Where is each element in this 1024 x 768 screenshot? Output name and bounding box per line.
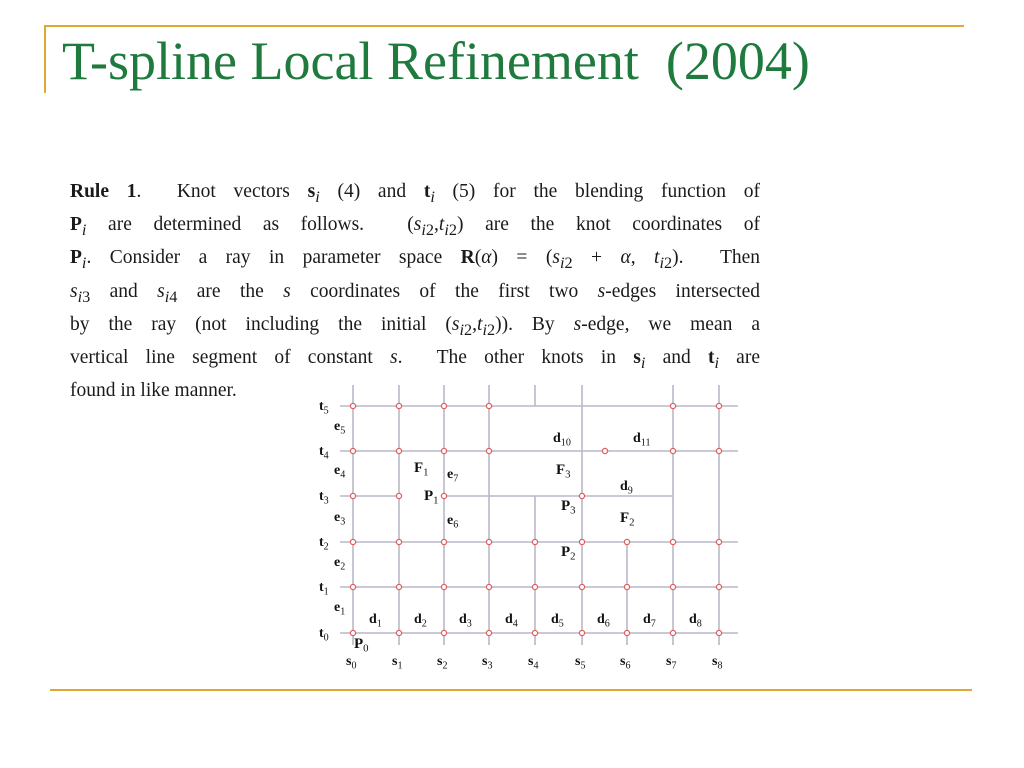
knot-node: [532, 630, 537, 635]
knot-node: [716, 584, 721, 589]
label-s3: $s_3$: [482, 654, 493, 672]
label-e3: $e_3$: [334, 510, 346, 528]
rule-line-3: $P_i$. Consider a ray in parameter space $R(\alpha) = (s_{i2} + \alpha$, $t_{i2}$). Then: [70, 247, 761, 273]
label-F3: $F_3$: [556, 462, 571, 481]
knot-node: [716, 403, 721, 408]
label-d5: $d_5$: [551, 612, 564, 630]
label-P2: $P_2$: [561, 544, 576, 563]
label-d6: $d_6$: [597, 612, 610, 630]
knot-node: [624, 539, 629, 544]
knot-node: [579, 630, 584, 635]
label-d2: $d_2$: [414, 612, 427, 630]
label-s7: $s_7$: [666, 654, 677, 672]
label-d4: $d_4$: [505, 612, 518, 630]
knot-node: [624, 584, 629, 589]
knot-node: [350, 403, 355, 408]
knot-node: [670, 630, 675, 635]
knot-node: [396, 403, 401, 408]
label-e7: $e_7$: [447, 467, 459, 485]
rule-line-1: Rule 1. Knot vectors $s_i$ (4) and $t_i$ (5) for the blending function of: [70, 181, 760, 206]
knot-node: [441, 493, 446, 498]
label-s1: $s_1$: [392, 654, 403, 672]
knot-node: [441, 403, 446, 408]
knot-node: [579, 493, 584, 498]
knot-node: [396, 493, 401, 498]
label-t0: $t_0$: [319, 626, 329, 644]
rule-line-6: vertical line segment of constant s. The other knots in $s_i$ and $t_i$ are: [70, 346, 760, 372]
label-s2: $s_2$: [437, 654, 448, 672]
knot-node: [670, 448, 675, 453]
label-d8: $d_8$: [689, 612, 702, 630]
label-s6: $s_6$: [620, 654, 631, 672]
knot-node: [602, 448, 607, 453]
knot-node: [396, 584, 401, 589]
knot-node: [396, 448, 401, 453]
label-e2: $e_2$: [334, 555, 346, 573]
knot-node: [441, 584, 446, 589]
knot-node: [670, 584, 675, 589]
label-d11: $d_{11}$: [633, 431, 651, 449]
knot-node: [716, 539, 721, 544]
knot-node: [441, 630, 446, 635]
label-d9: $d_9$: [620, 479, 633, 497]
knot-node: [350, 539, 355, 544]
knot-node: [716, 630, 721, 635]
knot-node: [486, 448, 491, 453]
knot-node: [441, 539, 446, 544]
label-e4: $e_4$: [334, 463, 346, 481]
knot-node: [579, 539, 584, 544]
knot-node: [350, 448, 355, 453]
label-t2: $t_2$: [319, 535, 329, 553]
knot-node: [396, 539, 401, 544]
label-e6: $e_6$: [447, 513, 459, 531]
knot-node: [486, 584, 491, 589]
knot-node: [624, 630, 629, 635]
label-d1: $d_1$: [369, 612, 382, 630]
knot-node: [716, 448, 721, 453]
label-s5: $s_5$: [575, 654, 586, 672]
label-s8: $s_8$: [712, 654, 723, 672]
knot-node: [670, 539, 675, 544]
label-d3: $d_3$: [459, 612, 472, 630]
slide-title: T-spline Local Refinement (2004): [62, 31, 810, 91]
label-e1: $e_1$: [334, 600, 346, 618]
knot-node: [441, 448, 446, 453]
label-F2: $F_2$: [620, 510, 635, 529]
knot-node: [350, 630, 355, 635]
label-t1: $t_1$: [319, 580, 329, 598]
rule-line-5: by the ray (not including the initial $(s_{i2},t_{i2})$). By s-edge, we mean a: [70, 313, 760, 339]
knot-node: [350, 493, 355, 498]
label-t3: $t_3$: [319, 489, 329, 507]
knot-node: [532, 539, 537, 544]
rule-line-4: $s_{i3}$ and $s_{i4}$ are the s coordinates of the first two s-edges intersected: [70, 280, 760, 306]
knot-node: [670, 403, 675, 408]
label-P3: $P_3$: [561, 498, 576, 517]
knot-node: [396, 630, 401, 635]
label-t5: $t_5$: [319, 399, 329, 417]
rule-line-7: found in like manner.: [70, 380, 237, 402]
label-P0: $P_0$: [354, 636, 369, 655]
knot-node: [486, 403, 491, 408]
label-F1: $F_1$: [414, 460, 429, 479]
label-e5: $e_5$: [334, 419, 346, 437]
label-t4: $t_4$: [319, 444, 329, 462]
label-d10: $d_{10}$: [553, 431, 571, 449]
label-P1: $P_1$: [424, 488, 439, 507]
knot-node: [579, 584, 584, 589]
label-s0: $s_0$: [346, 654, 357, 672]
bottom-accent-line: [50, 689, 972, 691]
knot-node: [486, 630, 491, 635]
label-s4: $s_4$: [528, 654, 539, 672]
label-d7: $d_7$: [643, 612, 656, 630]
knot-node: [486, 539, 491, 544]
knot-node: [350, 584, 355, 589]
rule-line-2: $P_i$ are determined as follows. $(s_{i2},t_{i2})$ are the knot coordinates of: [70, 214, 760, 240]
knot-node: [532, 584, 537, 589]
